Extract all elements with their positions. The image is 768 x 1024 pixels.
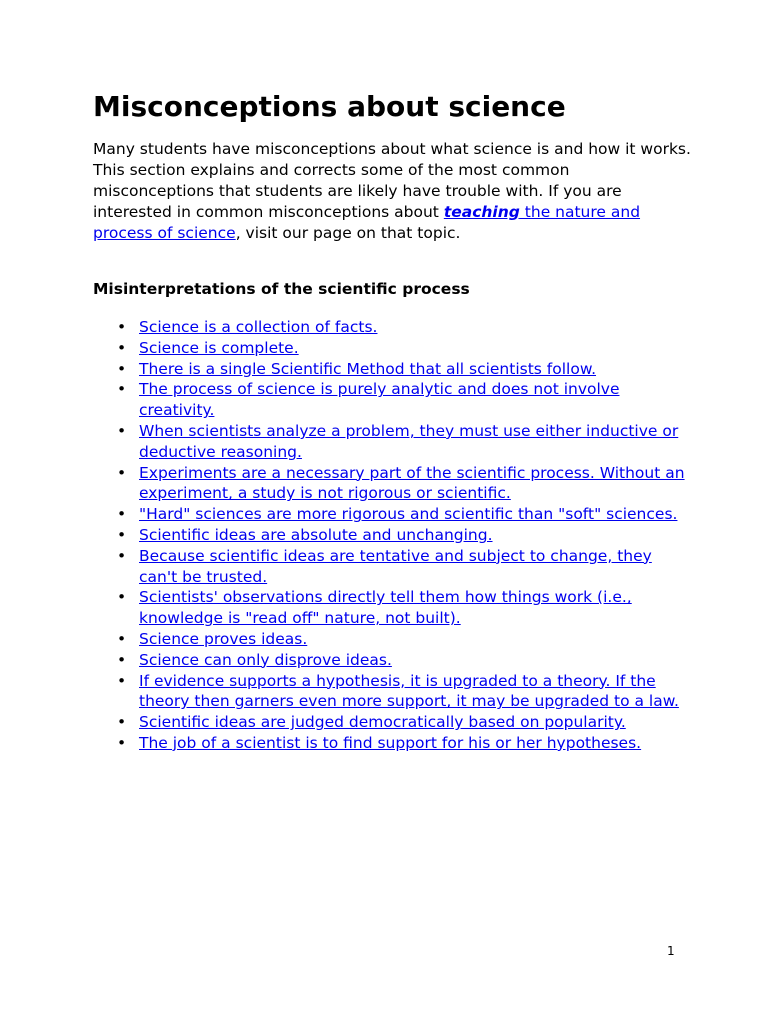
misconception-link[interactable]: There is a single Scientific Method that all scientists follow. <box>139 359 597 378</box>
intro-paragraph <box>93 139 693 244</box>
misconception-link[interactable]: Scientific ideas are judged democratically based on popularity. <box>139 713 626 732</box>
bullet-icon: • <box>117 650 127 669</box>
misconception-link[interactable]: The job of a scientist is to find support for his or her hypotheses. <box>139 733 642 752</box>
misconception-link[interactable]: If evidence supports a hypothesis, it is upgraded to a theory. If the theory then garners even more support, it may be upgraded to a law. <box>139 671 679 711</box>
page-title: Misconceptions about science <box>93 90 566 123</box>
intro-text-before-link: Many students have misconceptions about what science is and how it works. This section explains and corrects some of the most common misconceptions that students are likely have trouble with. If you are interested in common misconceptions about <box>93 140 691 221</box>
list-item <box>117 587 693 629</box>
bullet-icon: • <box>117 733 127 752</box>
link-rest: the nature and process of science <box>93 203 641 242</box>
misconception-link[interactable]: Science is a collection of facts. <box>139 318 378 336</box>
section-heading: Misinterpretations of the scientific process <box>93 280 470 298</box>
misconception-link[interactable]: Experiments are a necessary part of the scientific process. Without an experiment, a study is not rigorous or scientific. <box>139 463 685 503</box>
bullet-icon: • <box>117 713 127 732</box>
list-item <box>117 317 693 338</box>
bullet-icon: • <box>117 421 127 440</box>
bullet-icon: • <box>117 318 127 336</box>
list-item <box>117 379 693 421</box>
list-item <box>117 338 693 359</box>
bullet-icon: • <box>117 359 127 378</box>
misconception-list <box>93 317 693 754</box>
intro-text-after-link: , visit our page on that topic. <box>235 224 461 242</box>
misconception-link[interactable]: "Hard" sciences are more rigorous and scientific than "soft" sciences. <box>139 505 678 524</box>
bullet-icon: • <box>117 338 127 357</box>
bullet-icon: • <box>117 380 127 399</box>
link-emphasis: teaching <box>443 203 520 221</box>
misconception-link[interactable]: Because scientific ideas are tentative and subject to change, they can't be trusted. <box>139 546 652 586</box>
list-item <box>117 421 693 463</box>
list-item <box>117 504 693 525</box>
misconception-link[interactable]: Scientists' observations directly tell them how things work (i.e., knowledge is "read off" nature, not built). <box>139 588 632 628</box>
list-item <box>117 525 693 546</box>
list-item <box>117 629 693 650</box>
bullet-icon: • <box>117 629 127 648</box>
document-page <box>93 87 693 754</box>
list-item <box>117 359 693 380</box>
misconception-link[interactable]: Science is complete. <box>139 338 299 357</box>
list-item <box>117 733 693 754</box>
list-item <box>117 463 693 505</box>
page-number: 1 <box>667 944 675 958</box>
list-item <box>117 650 693 671</box>
bullet-icon: • <box>117 463 127 482</box>
misconception-link[interactable]: Science proves ideas. <box>139 629 308 648</box>
misconception-link[interactable]: The process of science is purely analytic and does not involve creativity. <box>139 380 620 420</box>
bullet-icon: • <box>117 546 127 565</box>
bullet-icon: • <box>117 588 127 607</box>
bullet-icon: • <box>117 671 127 690</box>
misconception-link[interactable]: When scientists analyze a problem, they must use either inductive or deductive reasoning. <box>139 421 679 461</box>
bullet-icon: • <box>117 505 127 524</box>
list-item <box>117 671 693 713</box>
list-item <box>117 546 693 588</box>
bullet-icon: • <box>117 525 127 544</box>
misconception-link[interactable]: Science can only disprove ideas. <box>139 650 392 669</box>
list-item <box>117 712 693 733</box>
misconception-link[interactable]: Scientific ideas are absolute and unchanging. <box>139 525 493 544</box>
